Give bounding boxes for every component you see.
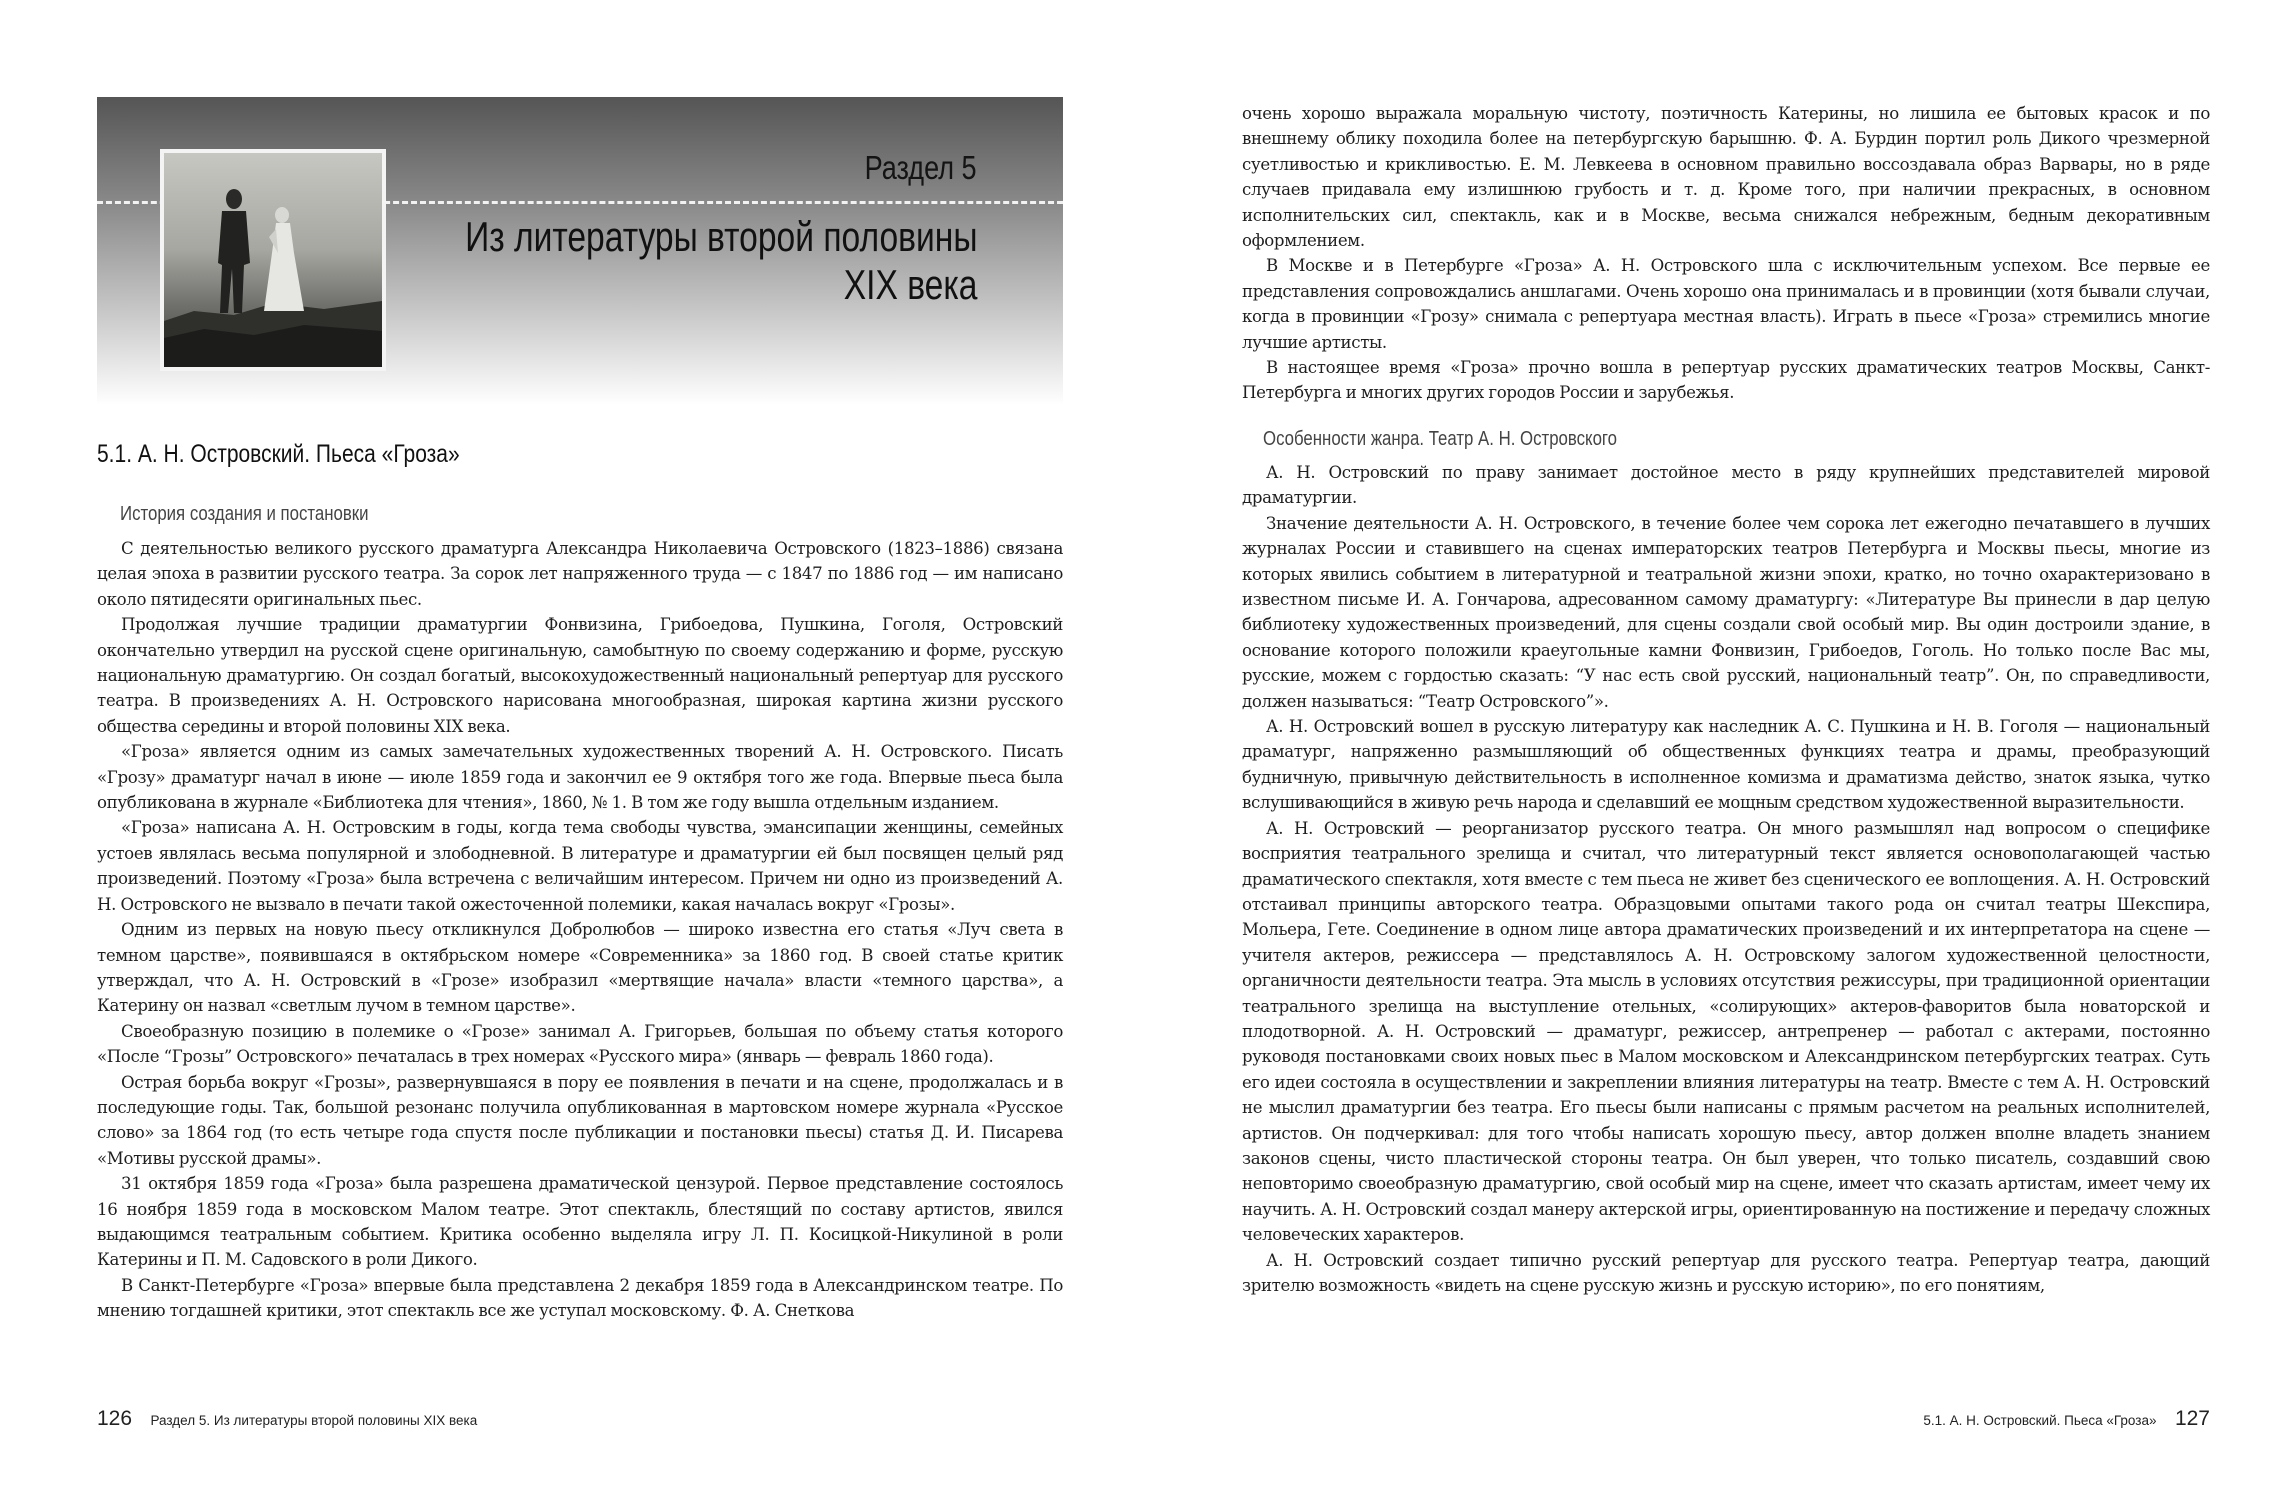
- subheading-genre: Особенности жанра. Театр А. Н. Островского: [1263, 428, 1618, 450]
- section-label: Раздел 5: [864, 149, 977, 186]
- subheading-history: История создания и постановки: [120, 503, 369, 525]
- paragraph: А. Н. Островский создает типично русский репертуар для русского театра. Репертуар театра, дающий зрителю возможность «видеть на сцене русскую жизнь и русскую историю», по его понятиям,: [1242, 1250, 2210, 1295]
- paragraph: 31 октября 1859 года «Гроза» была разрешена драматической цензурой. Первое представление состоялось 16 ноября 1859 года в московском Малом театре. Этот спектакль, блестящий по составу артистов, явился выдающимся театральным событием. Критика особенно выделяла игру Л. П. Косицкой-Никулиной в роли Катерины и П. М. Садовского в роли Дикого.: [97, 1174, 1063, 1270]
- left-body-text: [97, 536, 1063, 1324]
- paragraph: Одним из первых на новую пьесу откликнулся Добролюбов — широко известна его статья «Луч света в темном царстве», появившаяся в октябрьском номере «Современника» за 1860 год. В своей статье критик утверждал, что А. Н. Островский в «Грозе» изобразил «мертвящие начала» власти «темного царства», а Катерину он назвал «светлым лучом в темном царстве».: [97, 920, 1063, 1016]
- paragraph: В Москве и в Петербурге «Гроза» А. Н. Островского шла с исключительным успехом. Все первые ее представления сопровождались аншлагами. Очень хорошо она принималась и в провинции (хотя бывали случаи, когда в провинции «Грозу» снимала с репертуара местная власть). Играть в пьесе «Гроза» стремились многие лучшие артисты.: [1242, 256, 2210, 352]
- continued-paragraph: очень хорошо выражала моральную чистоту, поэтичность Катерины, но лишила ее бытовых красок и по внешнему облику походила более на петербургскую барышню. Ф. А. Бурдин портил роль Дикого чрезмерной суетливостью и крикливостью. Е. М. Левкеева в основном правильно воссоздавала образ Варвары, но в ряде случаев придавала ему излишнюю грубость и т. д. Кроме того, при наличии прекрасных, в основном исполнительских сил, спектакль, как и в Москве, весьма снижался небрежным, бедным декоративным оформлением.: [1242, 104, 2210, 251]
- banner-photo: [160, 149, 386, 371]
- section-title-line-1: Из литературы второй половины: [464, 213, 977, 260]
- paragraph: С деятельностью великого русского драматурга Александра Николаевича Островского (1823–1886) связана целая эпоха в развитии русского театра. За сорок лет напряженного труда — с 1847 по 1886 год — им написано около пятидесяти оригинальных пьес.: [97, 539, 1063, 609]
- section-title-line-2: XIX века: [843, 261, 977, 308]
- running-head: 5.1. А. Н. Островский. Пьеса «Гроза»: [1923, 1413, 2157, 1428]
- paragraph: «Гроза» является одним из самых замечательных художественных творений А. Н. Островского. Писать «Грозу» драматург начал в июне — июле 1859 года и закончил ее 9 октября того же года. Впервые пьеса была опубликована в журнале «Библиотека для чтения», 1860, № 1. В том же году вышла отдельным изданием.: [97, 742, 1063, 813]
- paragraph: А. Н. Островский вошел в русскую литературу как наследник А. С. Пушкина и Н. В. Гоголя — национальный драматург, напряженно размышляющий об общественных функциях театра и драмы, преобразующий будничную, привычную действительность в исполненное комизма и драматизма действо, знаток языка, чутко вслушивающийся в живую речь народа и сделавший ее мощным средством художественной выразительности.: [1242, 717, 2210, 813]
- left-footer: [97, 1407, 477, 1431]
- paragraph: Острая борьба вокруг «Грозы», развернувшаяся в пору ее появления в печати и на сцене, продолжалась и в последующие годы. Так, большой резонанс получила опубликованная в мартовском номере журнала «Русское слово» за 1864 год (то есть четыре года спустя после публикации и постановки пьесы) статья Д. И. Писарева «Мотивы русской драмы».: [97, 1072, 1063, 1168]
- theatre-scene-image: [164, 153, 382, 367]
- right-body-text-top: [1242, 101, 2210, 406]
- section-banner: [97, 97, 1063, 405]
- paragraph: Своеобразную позицию в полемике о «Грозе» занимал А. Григорьев, большая по объему статья которого «После “Грозы” Островского» печаталась в трех номерах «Русского мира» (январь — февраль 1860 года).: [97, 1021, 1063, 1067]
- right-page: [1145, 0, 2290, 1502]
- paragraph: В Санкт-Петербурге «Гроза» впервые была представлена 2 декабря 1859 года в Александринском театре. По мнению тогдашней критики, этот спектакль все же уступал московскому. Ф. А. Снеткова: [97, 1275, 1063, 1321]
- chapter-heading: 5.1. А. Н. Островский. Пьеса «Гроза»: [97, 440, 460, 468]
- paragraph: А. Н. Островский по праву занимает достойное место в ряду крупнейших представителей мировой драматургии.: [1242, 463, 2210, 508]
- page-number: 127: [2174, 1407, 2210, 1430]
- paragraph: А. Н. Островский — реорганизатор русского театра. Он много размышлял над вопросом о специфике восприятия театрального зрелища и считал, что литературный текст является основополагающей частью драматического спектакля, хотя вместе с тем пьеса не живет без сценического ее воплощения. А. Н. Островский отстаивал принципы авторского театра. Образцовыми опытами такого рода он считал театры Шекспира, Мольера, Гете. Соединение в одном лице автора драматических произведений и их интерпретатора на сцене — учителя актеров, режиссера — представлялось А. Н. Островскому залогом художественной целостности, органичности деятельности театра. Эта мысль в условиях отсутствия режиссуры, при традиционной ориентации театрального зрелища на выступление отельных, «солирующих» актеров-фаворитов была новаторской и плодотворной. А. Н. Островский — драматург, режиссер, антрепренер — работал с актерами, постоянно руководя постановками своих новых пьес в Малом московском и Александринском петербургских театрах. Суть его идеи состояла в осуществлении и закреплении влияния литературы на театр. Вместе с тем А. Н. Островский не мыслил драматургии без театра. Его пьесы были написаны с прямым расчетом на реальных исполнителей, артистов. Он подчеркивал: для того чтобы написать хорошую пьесу, автор должен вполне владеть знанием законов сцены, чисто пластической стороны театра. Он был уверен, что только писатель, создавший свою неповторимо своеобразную драматургию, свой особый мир на сцене, имеет что сказать артистам, имеет чему их научить. А. Н. Островский создал манеру актерской игры, ориентированную на постижение и передачу сложных человеческих характеров.: [1242, 818, 2210, 1245]
- paragraph: Продолжая лучшие традиции драматургии Фонвизина, Грибоедова, Пушкина, Гоголя, Островский окончательно утвердил на русской сцене оригинальную, самобытную по своему содержанию и форме, русскую национальную драматургию. Он создал богатый, высокохудожественный национальный репертуар для русского театра. В произведениях А. Н. Островского нарисована многообразная, широкая картина жизни русского общества середины и второй половины XIX века.: [97, 615, 1063, 736]
- right-body-text-bottom: [1242, 460, 2210, 1298]
- right-footer: [1923, 1407, 2210, 1431]
- paragraph: В настоящее время «Гроза» прочно вошла в репертуар русских драматических театров Москвы, Санкт-Петербурга и многих других городов России и зарубежья.: [1242, 358, 2210, 403]
- running-head: Раздел 5. Из литературы второй половины XIX века: [150, 1413, 478, 1428]
- paragraph: «Гроза» написана А. Н. Островским в годы, когда тема свободы чувства, эмансипации женщины, семейных устоев являлась весьма популярной и злободневной. В литературе и драматургии ей был посвящен целый ряд произведений. Поэтому «Гроза» была встречена с величайшим интересом. Причем ни одно из произведений А. Н. Островского не вызвало в печати такой ожесточенной полемики, какая началась вокруг «Грозы».: [97, 818, 1063, 914]
- section-title: [465, 213, 977, 309]
- paragraph: Значение деятельности А. Н. Островского, в течение более чем сорока лет ежегодно печатавшего в лучших журналах России и ставившего на сценах императорских театров Петербурга и Москвы пьесы, многие из которых явились событием в литературной и театральной жизни эпохи, кратко, но точно охарактеризовано в известном письме И. А. Гончарова, адресованном самому драматургу: «Литературе Вы принесли в дар целую библиотеку художественных произведений, для сцены создали свой особый мир. Вы один достроили здание, в основание которого положили краеугольные камни Фонвизин, Грибоедов, Гоголь. Но только после Вас мы, русские, можем с гордостью сказать: “У нас есть свой русский, национальный театр”. Он, по справедливости, должен называться: “Театр Островского”».: [1242, 513, 2210, 711]
- page-number: 126: [97, 1407, 133, 1430]
